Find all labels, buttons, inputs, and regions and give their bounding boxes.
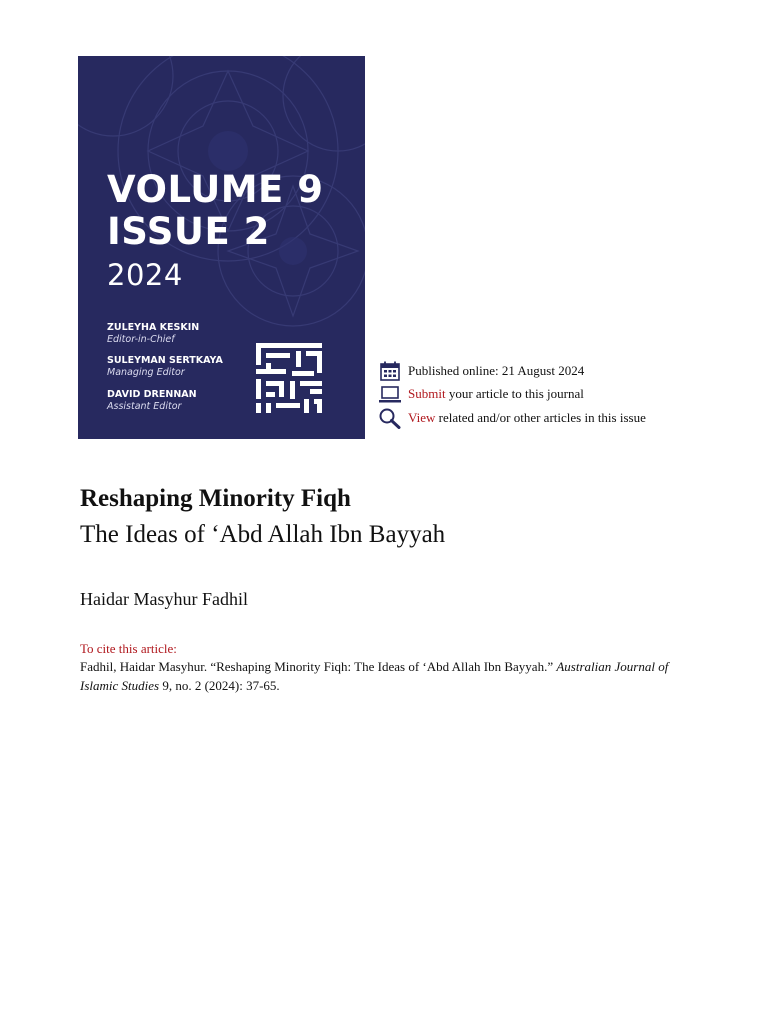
published-online-row <box>378 360 584 382</box>
view-text: related and/or other articles in this issue <box>435 410 646 425</box>
journal-cover <box>78 56 365 439</box>
editor-name: ZULEYHA KESKIN <box>107 322 200 333</box>
citation-text-end: 9, no. 2 (2024): 37-65. <box>159 678 280 693</box>
editor-name: DAVID DRENNAN <box>107 389 197 400</box>
laptop-icon <box>378 383 402 405</box>
editor-name: SULEYMAN SERTKAYA <box>107 355 223 366</box>
view-link[interactable]: View <box>408 410 436 425</box>
article-author: Haidar Masyhur Fadhil <box>80 589 248 609</box>
view-articles-row <box>378 407 646 429</box>
editor-role: Assistant Editor <box>107 401 182 412</box>
submit-text: your article to this journal <box>445 386 584 401</box>
submit-link[interactable]: Submit <box>408 386 446 401</box>
cover-volume: VOLUME 9 <box>107 168 324 211</box>
cover-year: 2024 <box>107 258 183 292</box>
editor-role: Managing Editor <box>107 367 185 378</box>
published-online-text: Published online: 21 August 2024 <box>408 363 585 378</box>
submit-article-row <box>378 383 584 405</box>
citation-journal: Australian Journal of Islamic Studies <box>80 659 669 693</box>
citation-text <box>80 657 690 695</box>
magnifier-icon <box>378 407 402 429</box>
editor-role: Editor-in-Chief <box>107 334 175 345</box>
cover-issue: ISSUE 2 <box>107 210 270 253</box>
citation-text-start: Fadhil, Haidar Masyhur. “Reshaping Minority Fiqh: The Ideas of ‘Abd Allah Ibn Bayyah.” <box>80 659 557 674</box>
article-subtitle: The Ideas of ‘Abd Allah Ibn Bayyah <box>80 521 446 548</box>
article-title: Reshaping Minority Fiqh <box>80 485 351 512</box>
citation-label: To cite this article: <box>80 641 177 656</box>
calendar-icon <box>378 360 402 382</box>
kufic-calligraphy-logo <box>254 341 324 415</box>
